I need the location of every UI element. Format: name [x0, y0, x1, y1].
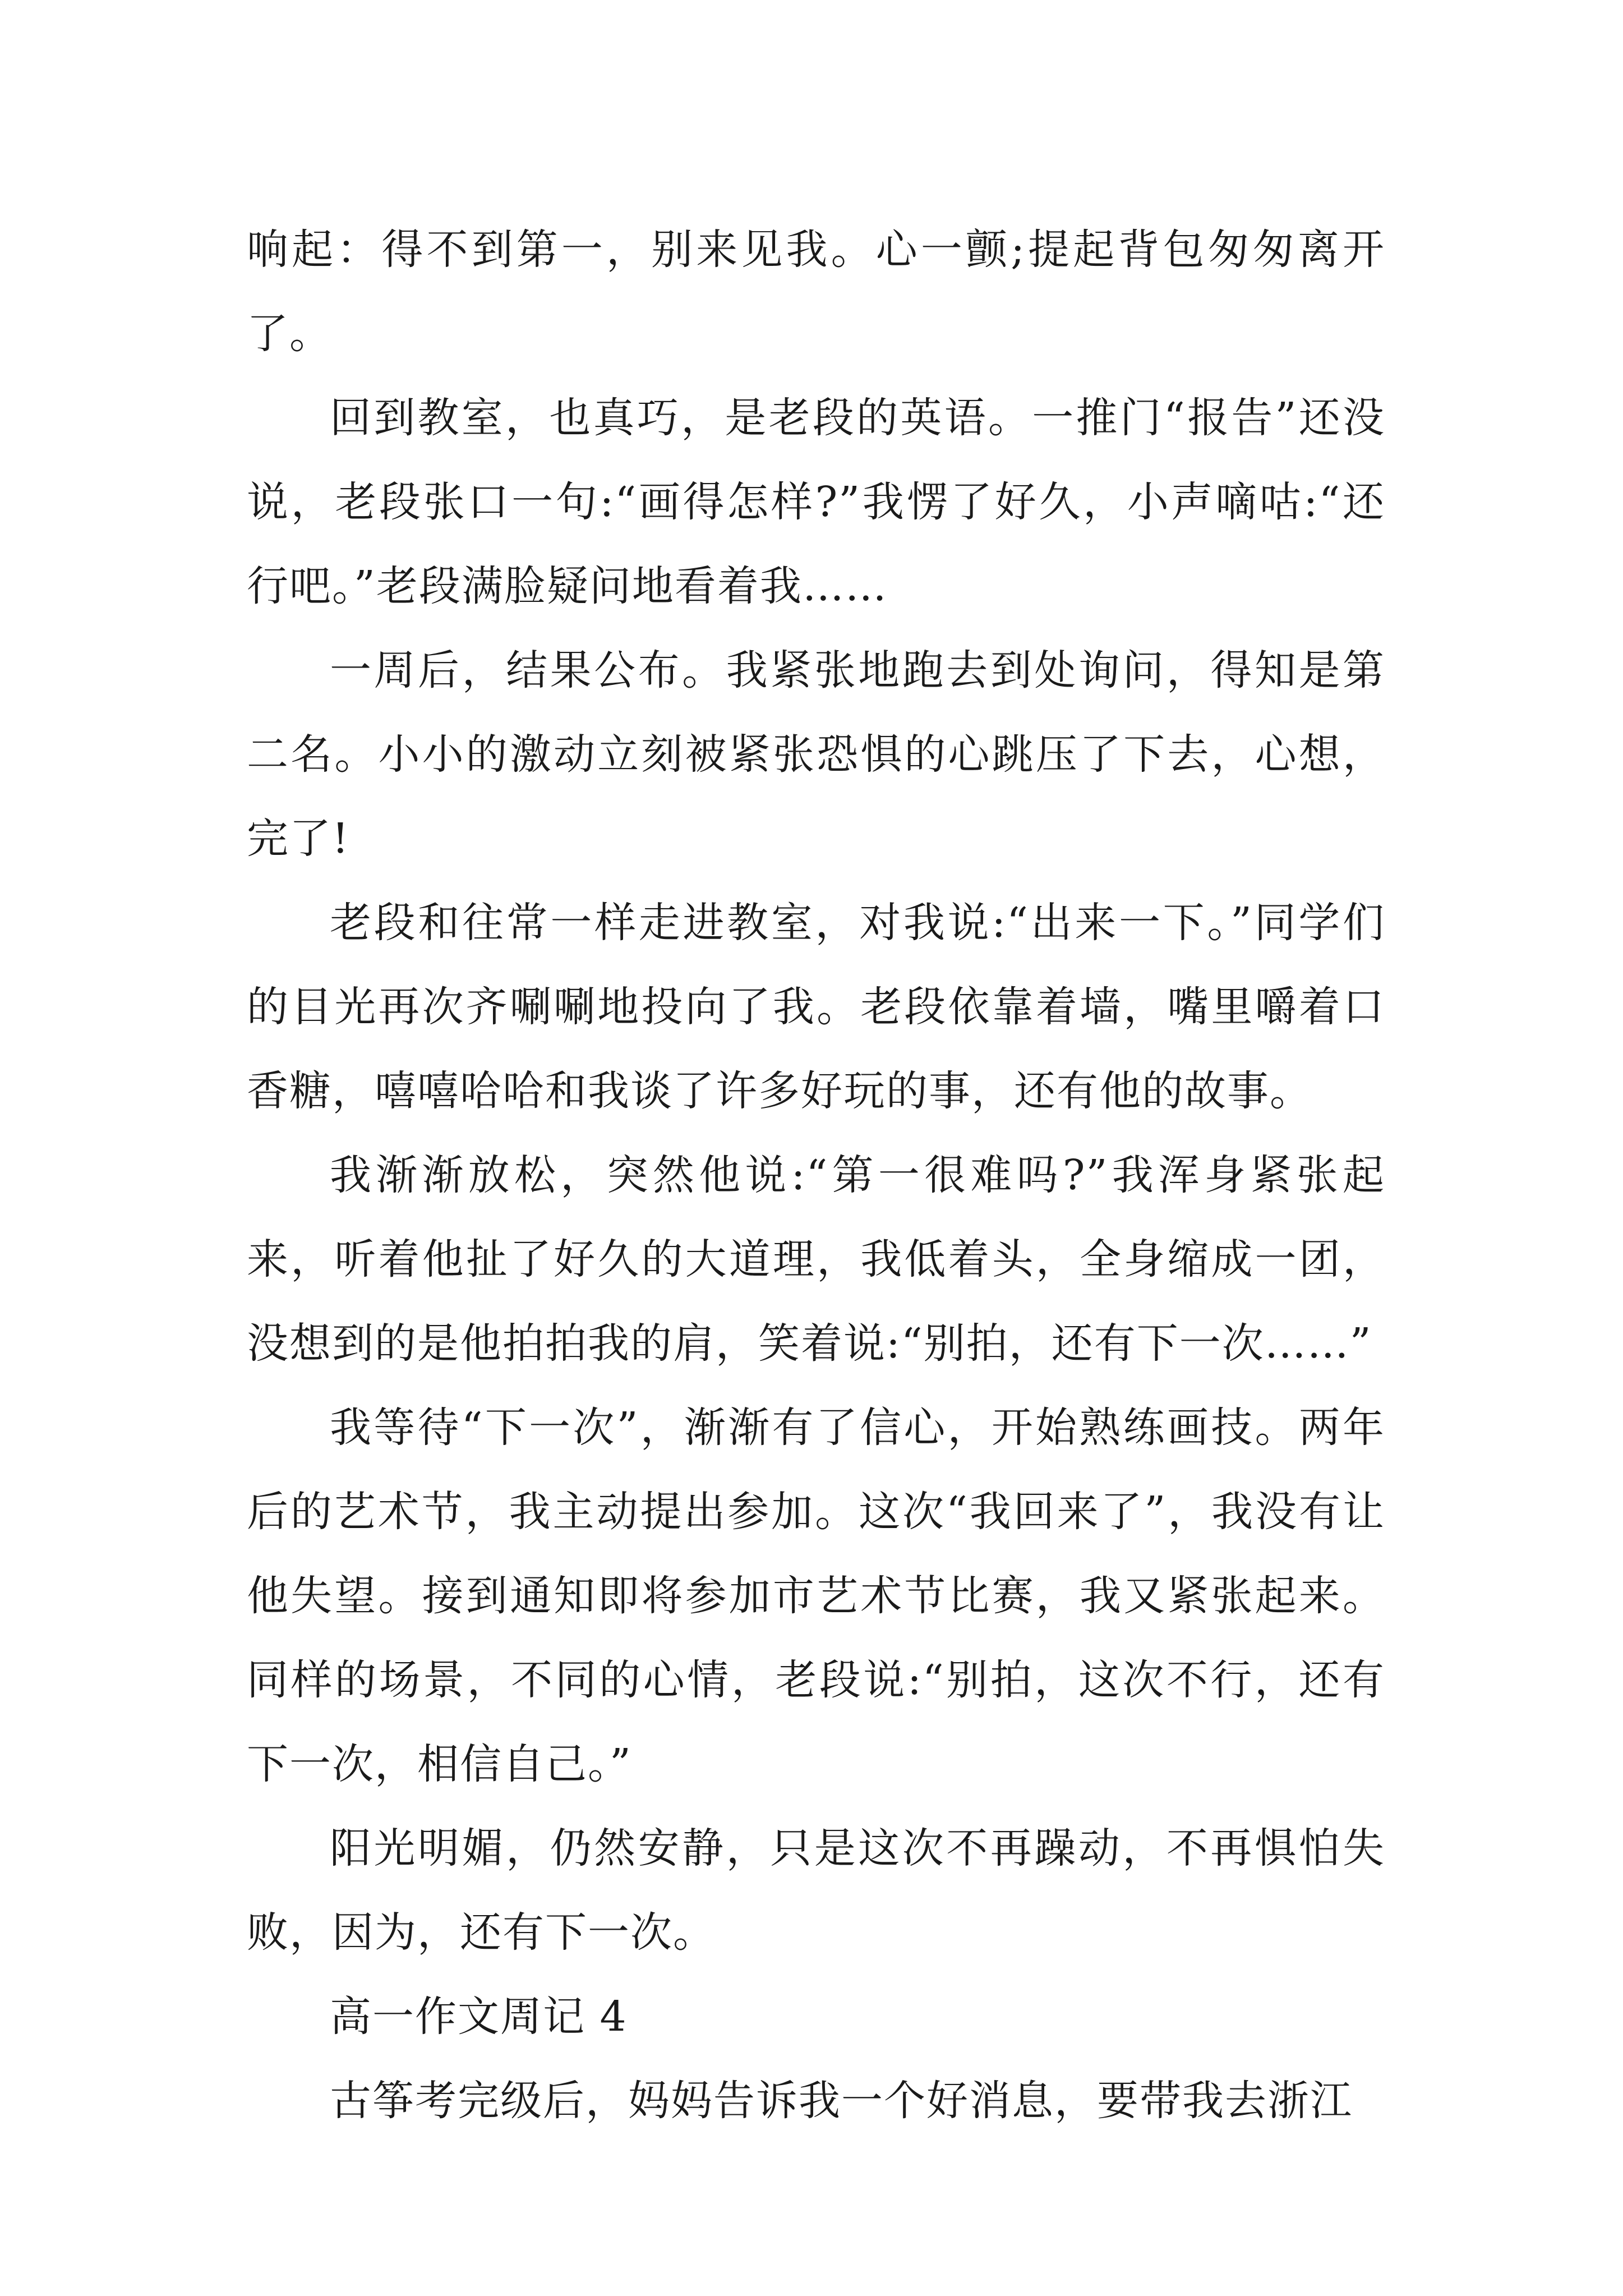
paragraph: 古筝考完级后，妈妈告诉我一个好消息，要带我去浙江: [330, 2077, 1353, 2125]
paragraph: 我等待“下一次”，渐渐有了信心，开始熟练画技。两年后的艺术节，我主动提出参加。这次“我回来了”，我没有让他失望。接到通知即将参加市艺术节比赛，我又紧张起来。同样的场景，不同的心情，老段说:“别拍，这次不行，还有下一次，相信自己。”: [247, 1404, 1385, 1788]
document-body: [247, 208, 1385, 2143]
paragraph: 一周后，结果公布。我紧张地跑去到处询问，得知是第二名。小小的激动立刻被紧张恐惧的心跳压了下去，心想，完了!: [247, 646, 1385, 863]
paragraph: 我渐渐放松，突然他说:“第一很难吗?”我浑身紧张起来，听着他扯了好久的大道理，我低着头，全身缩成一团，没想到的是他拍拍我的肩，笑着说:“别拍，还有下一次……”: [247, 1151, 1385, 1368]
paragraph: 响起：得不到第一，别来见我。心一颤;提起背包匆匆离开了。: [247, 226, 1385, 358]
paragraph: 阳光明媚，仍然安静，只是这次不再躁动，不再惧怕失败，因为，还有下一次。: [247, 1824, 1385, 1957]
paragraph: 回到教室，也真巧，是老段的英语。一推门“报告”还没说，老段张口一句:“画得怎样?”我愣了好久，小声嘀咕:“还行吧。”老段满脸疑问地看着我……: [247, 394, 1385, 610]
section-heading: 高一作文周记 4: [330, 1993, 628, 2041]
paragraph: 老段和往常一样走进教室，对我说:“出来一下。”同学们的目光再次齐唰唰地投向了我。老段依靠着墙，嘴里嚼着口香糖，嘻嘻哈哈和我谈了许多好玩的事，还有他的故事。: [247, 899, 1385, 1115]
